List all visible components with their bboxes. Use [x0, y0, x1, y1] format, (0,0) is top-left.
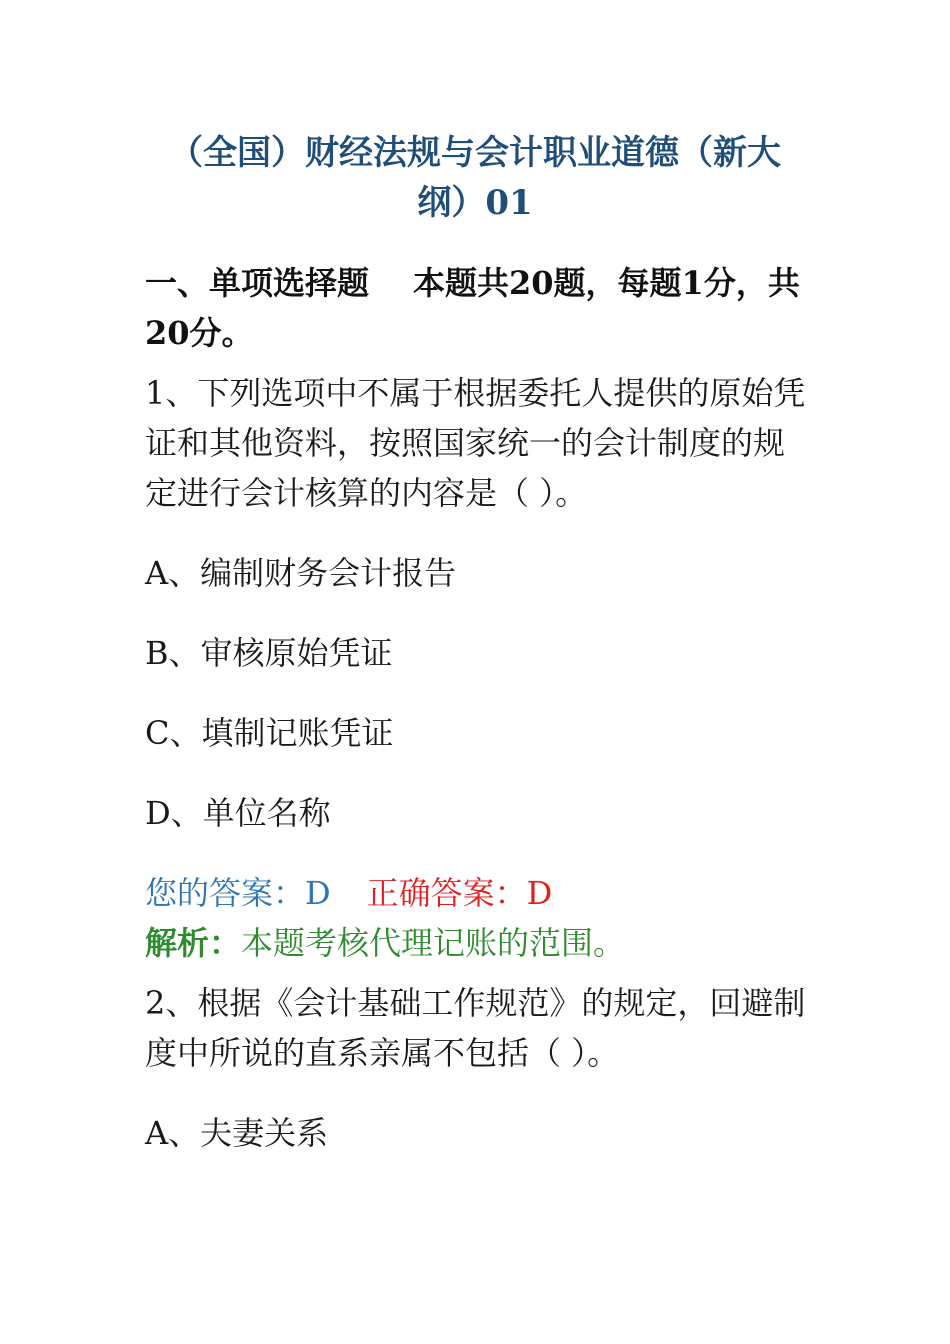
section-heading-label: 一、单项选择题: [145, 264, 370, 302]
question-1-option-b: B、审核原始凭证: [145, 634, 393, 672]
question-2-option-a: A、夫妻关系: [145, 1114, 329, 1152]
question-1-option-c: C、填制记账凭证: [145, 714, 394, 752]
section-heading-note: 本题共20题，每题1分，共20分。: [145, 264, 800, 352]
answer-line: [145, 868, 552, 918]
analysis-label: 解析：: [145, 924, 242, 962]
analysis: [145, 918, 625, 968]
correct-answer: 正确答案：D: [366, 874, 553, 912]
question-1-option-a: A、编制财务会计报告: [145, 554, 457, 592]
question-2-text: 2、根据《会计基础工作规范》的规定，回避制度中所说的直系亲属不包括（ ）。: [145, 984, 806, 1072]
question-1-option-d: D、单位名称: [145, 794, 331, 832]
section-heading: [145, 258, 835, 358]
question-1-text: 1、下列选项中不属于根据委托人提供的原始凭证和其他资料，按照国家统一的会计制度的规定进行会计核算的内容是（ ）。: [145, 374, 806, 512]
your-answer: 您的答案：D: [145, 874, 331, 912]
analysis-text: 本题考核代理记账的范围。: [241, 924, 626, 962]
document-title: （全国）财经法规与会计职业道德（新大纲）01: [169, 133, 781, 223]
